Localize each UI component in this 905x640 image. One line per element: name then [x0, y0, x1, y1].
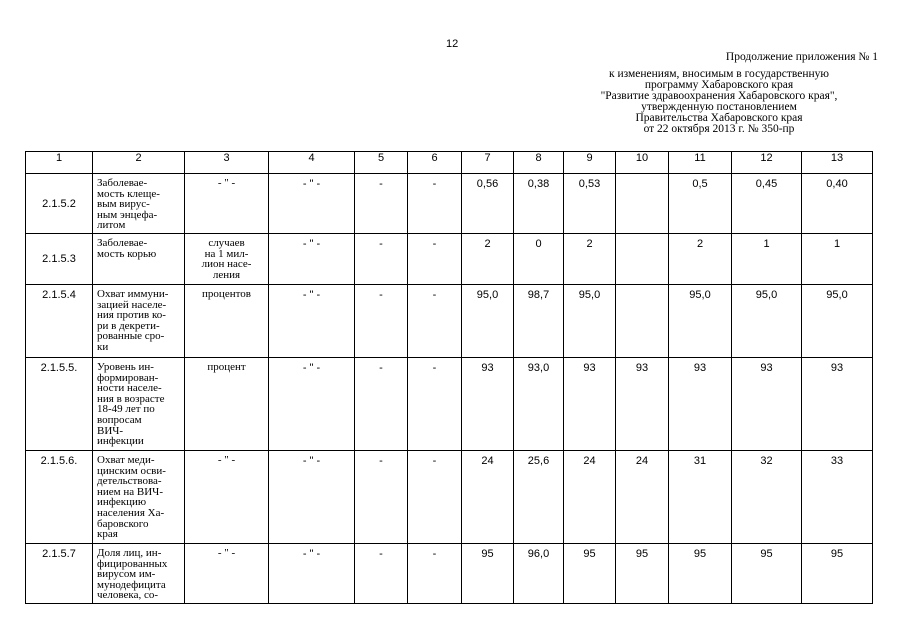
cell: 32 — [732, 451, 802, 544]
cell: 0,53 — [564, 174, 616, 234]
cell: 93 — [462, 358, 514, 451]
cell: 0,38 — [514, 174, 564, 234]
indicators-table — [25, 151, 873, 604]
cell: - — [355, 451, 408, 544]
appendix-line: Правительства Хабаровского края — [635, 112, 803, 124]
cell: 0,56 — [462, 174, 514, 234]
unit-cell: - " - — [185, 174, 269, 234]
column-header: 5 — [355, 152, 408, 174]
cell: 93,0 — [514, 358, 564, 451]
cell: - " - — [269, 544, 355, 604]
unit-cell: процентов — [185, 285, 269, 358]
cell: 95 — [462, 544, 514, 604]
appendix-header — [560, 52, 878, 135]
column-header: 3 — [185, 152, 269, 174]
cell: 96,0 — [514, 544, 564, 604]
cell: 95,0 — [564, 285, 616, 358]
page-number: 12 — [446, 38, 459, 50]
cell: 2 — [564, 234, 616, 285]
column-header: 8 — [514, 152, 564, 174]
column-header: 11 — [669, 152, 732, 174]
cell: - — [408, 451, 462, 544]
cell: 24 — [564, 451, 616, 544]
cell: - — [408, 285, 462, 358]
table-row — [26, 358, 873, 451]
cell: 25,6 — [514, 451, 564, 544]
unit-cell: - " - — [185, 451, 269, 544]
cell: 31 — [669, 451, 732, 544]
cell: 95 — [616, 544, 669, 604]
cell: 95 — [802, 544, 873, 604]
cell: 2 — [669, 234, 732, 285]
cell: 93 — [616, 358, 669, 451]
column-header: 4 — [269, 152, 355, 174]
unit-cell: случаев на 1 мил- лион насе- ления — [185, 234, 269, 285]
indicator-name: Доля лиц, ин- фицированных вирусом им- мунодефицита человека, со- — [93, 544, 185, 604]
unit-cell: - " - — [185, 544, 269, 604]
cell: 2 — [462, 234, 514, 285]
column-header: 7 — [462, 152, 514, 174]
cell: 95,0 — [732, 285, 802, 358]
indicator-name: Заболевае- мость корью — [93, 234, 185, 285]
cell: - — [408, 358, 462, 451]
cell: - " - — [269, 234, 355, 285]
indicator-name: Охват иммуни- зацией населе- ния против ко- ри в декрети- рованные сро- ки — [93, 285, 185, 358]
cell: 24 — [616, 451, 669, 544]
cell: 0,5 — [669, 174, 732, 234]
cell: 98,7 — [514, 285, 564, 358]
cell: 33 — [802, 451, 873, 544]
appendix-line: утвержденную постановлением — [641, 101, 797, 113]
cell: - — [355, 358, 408, 451]
appendix-line: "Развитие здравоохранения Хабаровского края", — [600, 90, 838, 102]
indicator-code: 2.1.5.2 — [26, 174, 93, 234]
cell: 1 — [732, 234, 802, 285]
cell: - " - — [269, 174, 355, 234]
cell: - — [408, 544, 462, 604]
column-header: 12 — [732, 152, 802, 174]
cell: 95,0 — [669, 285, 732, 358]
indicator-code: 2.1.5.4 — [26, 285, 93, 358]
appendix-line: к изменениям, вносимым в государственную — [609, 68, 829, 80]
appendix-line: от 22 октября 2013 г. № 350-пр — [643, 123, 795, 135]
cell: - — [355, 234, 408, 285]
table-row — [26, 174, 873, 234]
cell — [616, 174, 669, 234]
cell: 95 — [732, 544, 802, 604]
indicator-code: 2.1.5.5. — [26, 358, 93, 451]
cell: 24 — [462, 451, 514, 544]
table-row — [26, 285, 873, 358]
cell: 0,45 — [732, 174, 802, 234]
cell — [616, 285, 669, 358]
cell: 93 — [669, 358, 732, 451]
indicator-name: Заболевае- мость клеще- вым вирус- ным энцефа- литом — [93, 174, 185, 234]
table-row — [26, 234, 873, 285]
column-number-row — [26, 152, 873, 174]
table-row — [26, 451, 873, 544]
indicator-code: 2.1.5.3 — [26, 234, 93, 285]
cell: - — [408, 174, 462, 234]
column-header: 6 — [408, 152, 462, 174]
column-header: 9 — [564, 152, 616, 174]
column-header: 10 — [616, 152, 669, 174]
cell: - — [355, 544, 408, 604]
table-row — [26, 544, 873, 604]
cell: 1 — [802, 234, 873, 285]
cell: 95 — [669, 544, 732, 604]
cell: 0,40 — [802, 174, 873, 234]
cell: - " - — [269, 451, 355, 544]
cell — [616, 234, 669, 285]
indicator-name: Охват меди- цинским осви- детельствова- нием на ВИЧ- инфекцию населения Ха- баровского края — [93, 451, 185, 544]
appendix-title: Продолжение приложения № 1 — [725, 51, 878, 63]
appendix-line: программу Хабаровского края — [644, 79, 794, 91]
column-header: 2 — [93, 152, 185, 174]
cell: 93 — [564, 358, 616, 451]
cell: - — [408, 234, 462, 285]
cell: 95,0 — [462, 285, 514, 358]
cell: - " - — [269, 285, 355, 358]
cell: 0 — [514, 234, 564, 285]
cell: - — [355, 174, 408, 234]
unit-cell: процент — [185, 358, 269, 451]
column-header: 13 — [802, 152, 873, 174]
cell: 93 — [732, 358, 802, 451]
indicator-code: 2.1.5.7 — [26, 544, 93, 604]
cell: - — [355, 285, 408, 358]
indicator-name: Уровень ин- формирован- ности населе- ния в возрасте 18-49 лет по вопросам ВИЧ- инфекции — [93, 358, 185, 451]
column-header: 1 — [26, 152, 93, 174]
cell: 93 — [802, 358, 873, 451]
cell: - " - — [269, 358, 355, 451]
cell: 95,0 — [802, 285, 873, 358]
indicator-code: 2.1.5.6. — [26, 451, 93, 544]
cell: 95 — [564, 544, 616, 604]
